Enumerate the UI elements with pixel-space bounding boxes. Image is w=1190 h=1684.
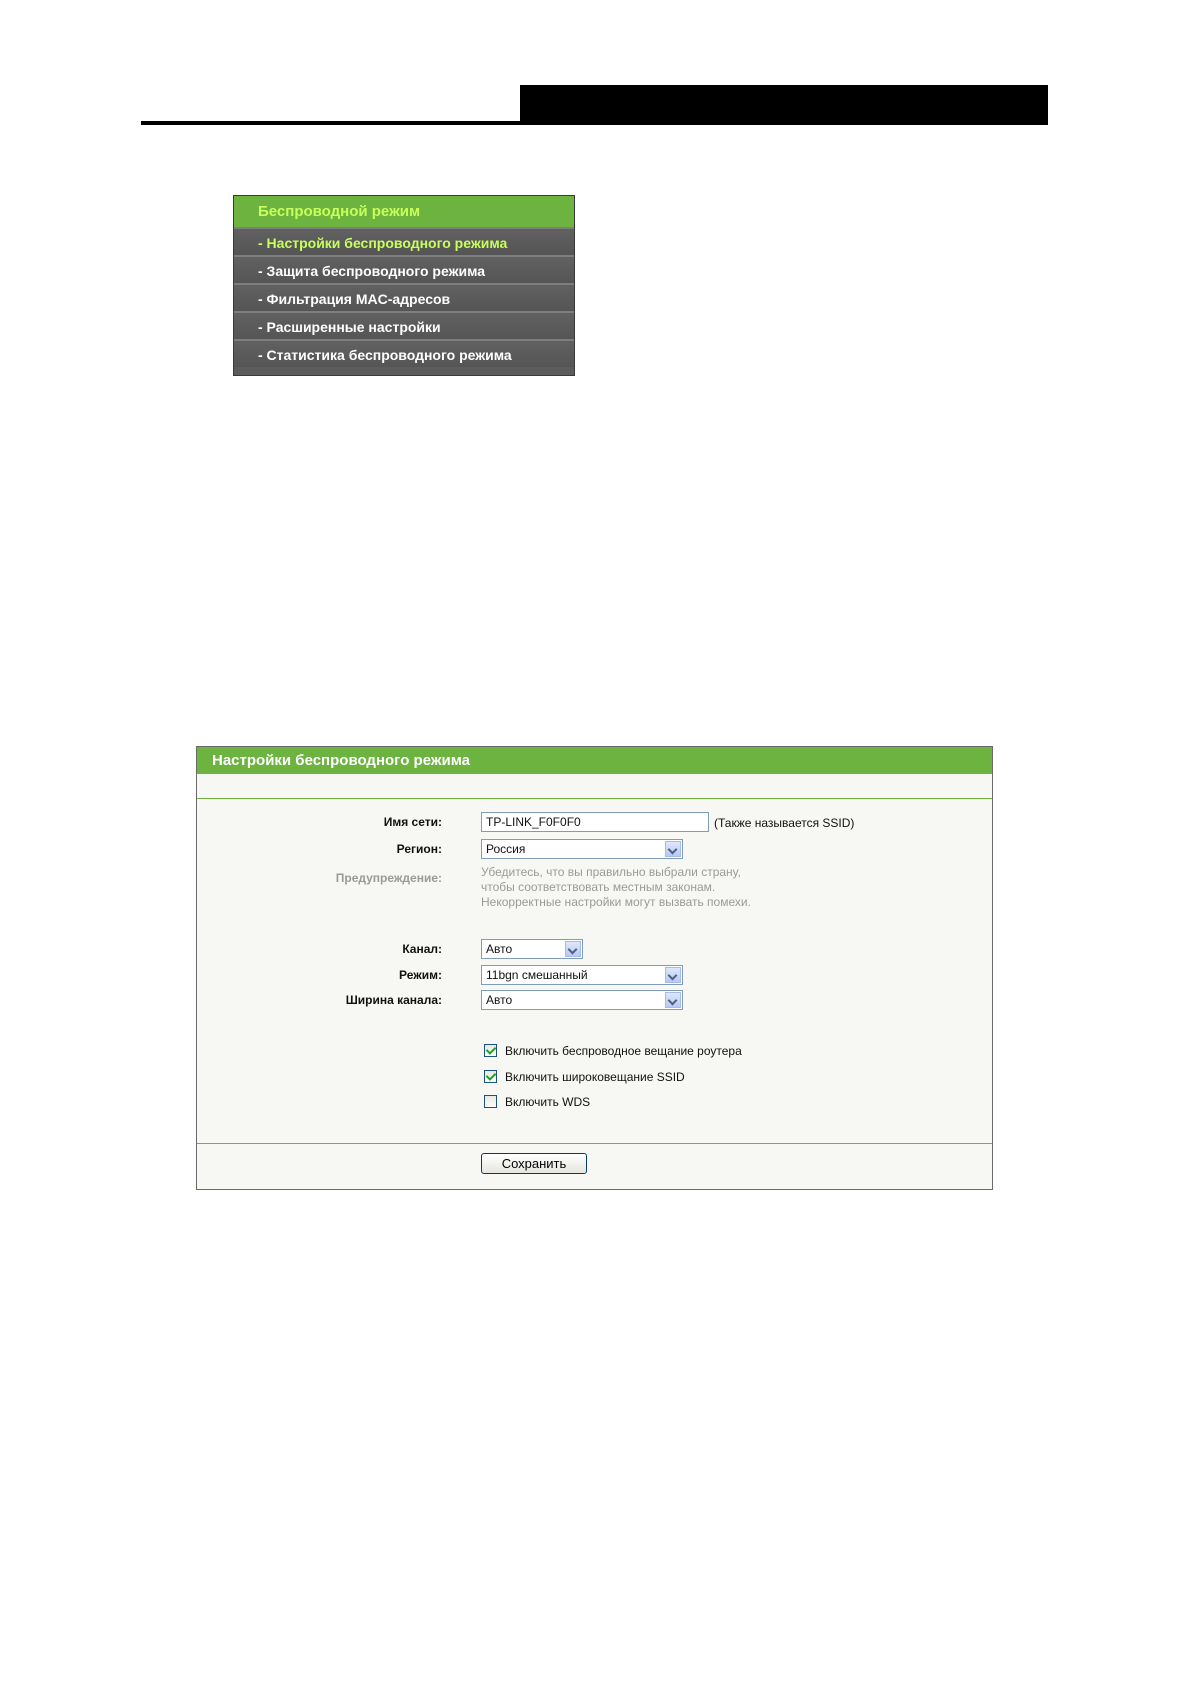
ssid-label: Имя сети: — [383, 815, 442, 829]
header-rule — [141, 121, 1048, 125]
menu-header[interactable]: Беспроводной режим — [234, 196, 574, 227]
wds-checkbox[interactable] — [484, 1095, 497, 1108]
region-field-wrap — [481, 839, 683, 859]
region-row — [197, 839, 992, 861]
ssid-row — [197, 812, 992, 834]
mode-row — [197, 965, 992, 987]
header-bar — [520, 85, 1048, 125]
menu-item-mac-filtering[interactable]: - Фильтрация MAC-адресов — [234, 283, 574, 311]
menu-item-advanced-settings[interactable]: - Расширенные настройки — [234, 311, 574, 339]
ssid-hint: (Также называется SSID) — [714, 816, 855, 830]
menu-item-wireless-statistics[interactable]: - Статистика беспроводного режима — [234, 339, 574, 367]
warning-line-3: Некорректные настройки могут вызвать помехи. — [481, 895, 751, 909]
warning-row — [197, 865, 992, 915]
radio-broadcast-label[interactable]: Включить беспроводное вещание роутера — [505, 1044, 742, 1058]
radio-broadcast-checkbox[interactable] — [484, 1044, 497, 1057]
panel-title: Настройки беспроводного режима — [197, 747, 992, 774]
mode-field-wrap — [481, 965, 683, 985]
mode-select[interactable] — [481, 965, 683, 985]
width-field-wrap — [481, 990, 683, 1010]
warning-label: Предупреждение: — [335, 871, 442, 885]
chevron-down-icon[interactable] — [665, 967, 681, 983]
region-select[interactable] — [481, 839, 683, 859]
width-select[interactable] — [481, 990, 683, 1010]
top-divider — [197, 798, 992, 799]
menu-item-wireless-settings[interactable]: - Настройки беспроводного режима — [234, 227, 574, 255]
width-row — [197, 990, 992, 1012]
region-value: Россия — [486, 842, 526, 856]
ssid-broadcast-checkbox[interactable] — [484, 1070, 497, 1083]
chevron-down-icon[interactable] — [565, 941, 581, 957]
bottom-divider — [197, 1143, 992, 1144]
ssid-broadcast-label[interactable]: Включить широковещание SSID — [505, 1070, 685, 1084]
wireless-menu — [233, 195, 575, 376]
ssid-field-wrap — [481, 812, 709, 832]
save-button[interactable]: Сохранить — [481, 1153, 587, 1174]
warning-text — [481, 865, 751, 910]
chevron-down-icon[interactable] — [665, 992, 681, 1008]
warning-line-1: Убедитесь, что вы правильно выбрали страну, — [481, 865, 741, 879]
save-row — [197, 1153, 992, 1175]
channel-value: Авто — [486, 942, 513, 956]
width-value: Авто — [486, 993, 513, 1007]
channel-select[interactable] — [481, 939, 583, 959]
channel-label: Канал: — [402, 942, 442, 956]
channel-row — [197, 939, 992, 961]
wds-label[interactable]: Включить WDS — [505, 1095, 591, 1109]
mode-label: Режим: — [399, 968, 442, 982]
ssid-input[interactable]: TP-LINK_F0F0F0 — [481, 812, 709, 832]
menu-item-wireless-security[interactable]: - Защита беспроводного режима — [234, 255, 574, 283]
width-label: Ширина канала: — [345, 993, 442, 1007]
wireless-settings-panel — [196, 746, 993, 1190]
chevron-down-icon[interactable] — [665, 841, 681, 857]
region-label: Регион: — [396, 842, 442, 856]
warning-line-2: чтобы соответствовать местным законам. — [481, 880, 716, 894]
channel-field-wrap — [481, 939, 583, 959]
mode-value: 11bgn смешанный — [486, 968, 588, 982]
